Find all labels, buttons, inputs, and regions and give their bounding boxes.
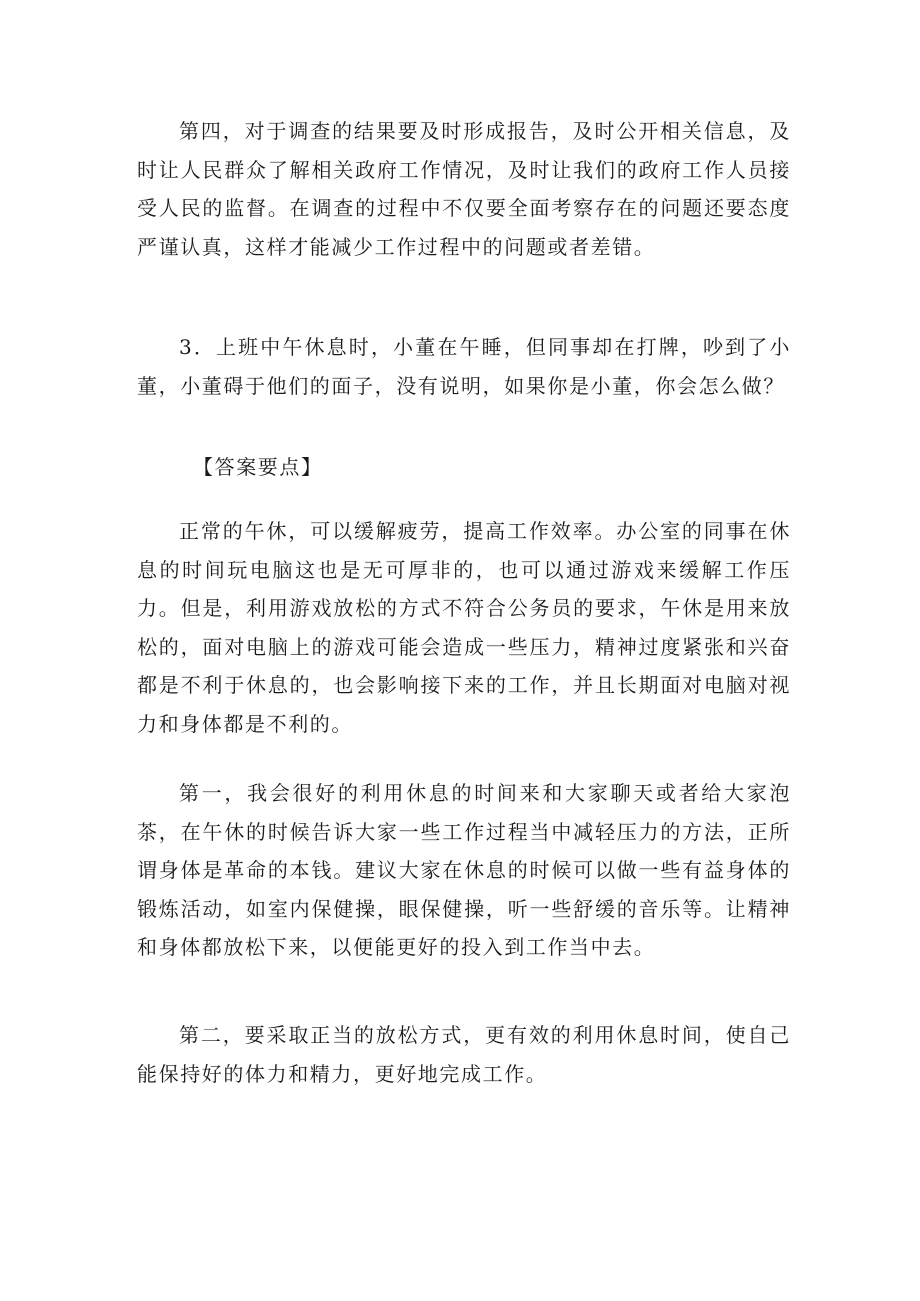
question-3: 3．上班中午休息时，小董在午睡，但同事却在打牌，吵到了小董，小董碍于他们的面子，没有说明，如果你是小董，你会怎么做？ [137,335,791,398]
paragraph-point-one: 第一，我会很好的利用休息的时间来和大家聊天或者给大家泡茶，在午休的时候告诉大家一些工作过程当中减轻压力的方法，正所谓身体是革命的本钱。建议大家在休息的时候可以做一些有益身体的锻炼活动，如室内保健操，眼保健操，听一些舒缓的音乐等。让精神和身体都放松下来，以便能更好的投入到工作当中去。 [137,781,791,959]
paragraph-point-two: 第二，要采取正当的放松方式，更有效的利用休息时间，使自己能保持好的体力和精力，更好地完成工作。 [137,1023,791,1086]
paragraph-point-four: 第四，对于调查的结果要及时形成报告，及时公开相关信息，及时让人民群众了解相关政府工作情况，及时让我们的政府工作人员接受人民的监督。在调查的过程中不仅要全面考察存在的问题还要态度严谨认真，这样才能减少工作过程中的问题或者差错。 [137,119,791,259]
answer-key-heading: 【答案要点】 [193,455,323,479]
paragraph-answer-intro: 正常的午休，可以缓解疲劳，提高工作效率。办公室的同事在休息的时间玩电脑这也是无可厚非的，也可以通过游戏来缓解工作压力。但是，利用游戏放松的方式不符合公务员的要求，午休是用来放松的，面对电脑上的游戏可能会造成一些压力，精神过度紧张和兴奋都是不利于休息的，也会影响接下来的工作，并且长期面对电脑对视力和身体都是不利的。 [137,519,791,736]
